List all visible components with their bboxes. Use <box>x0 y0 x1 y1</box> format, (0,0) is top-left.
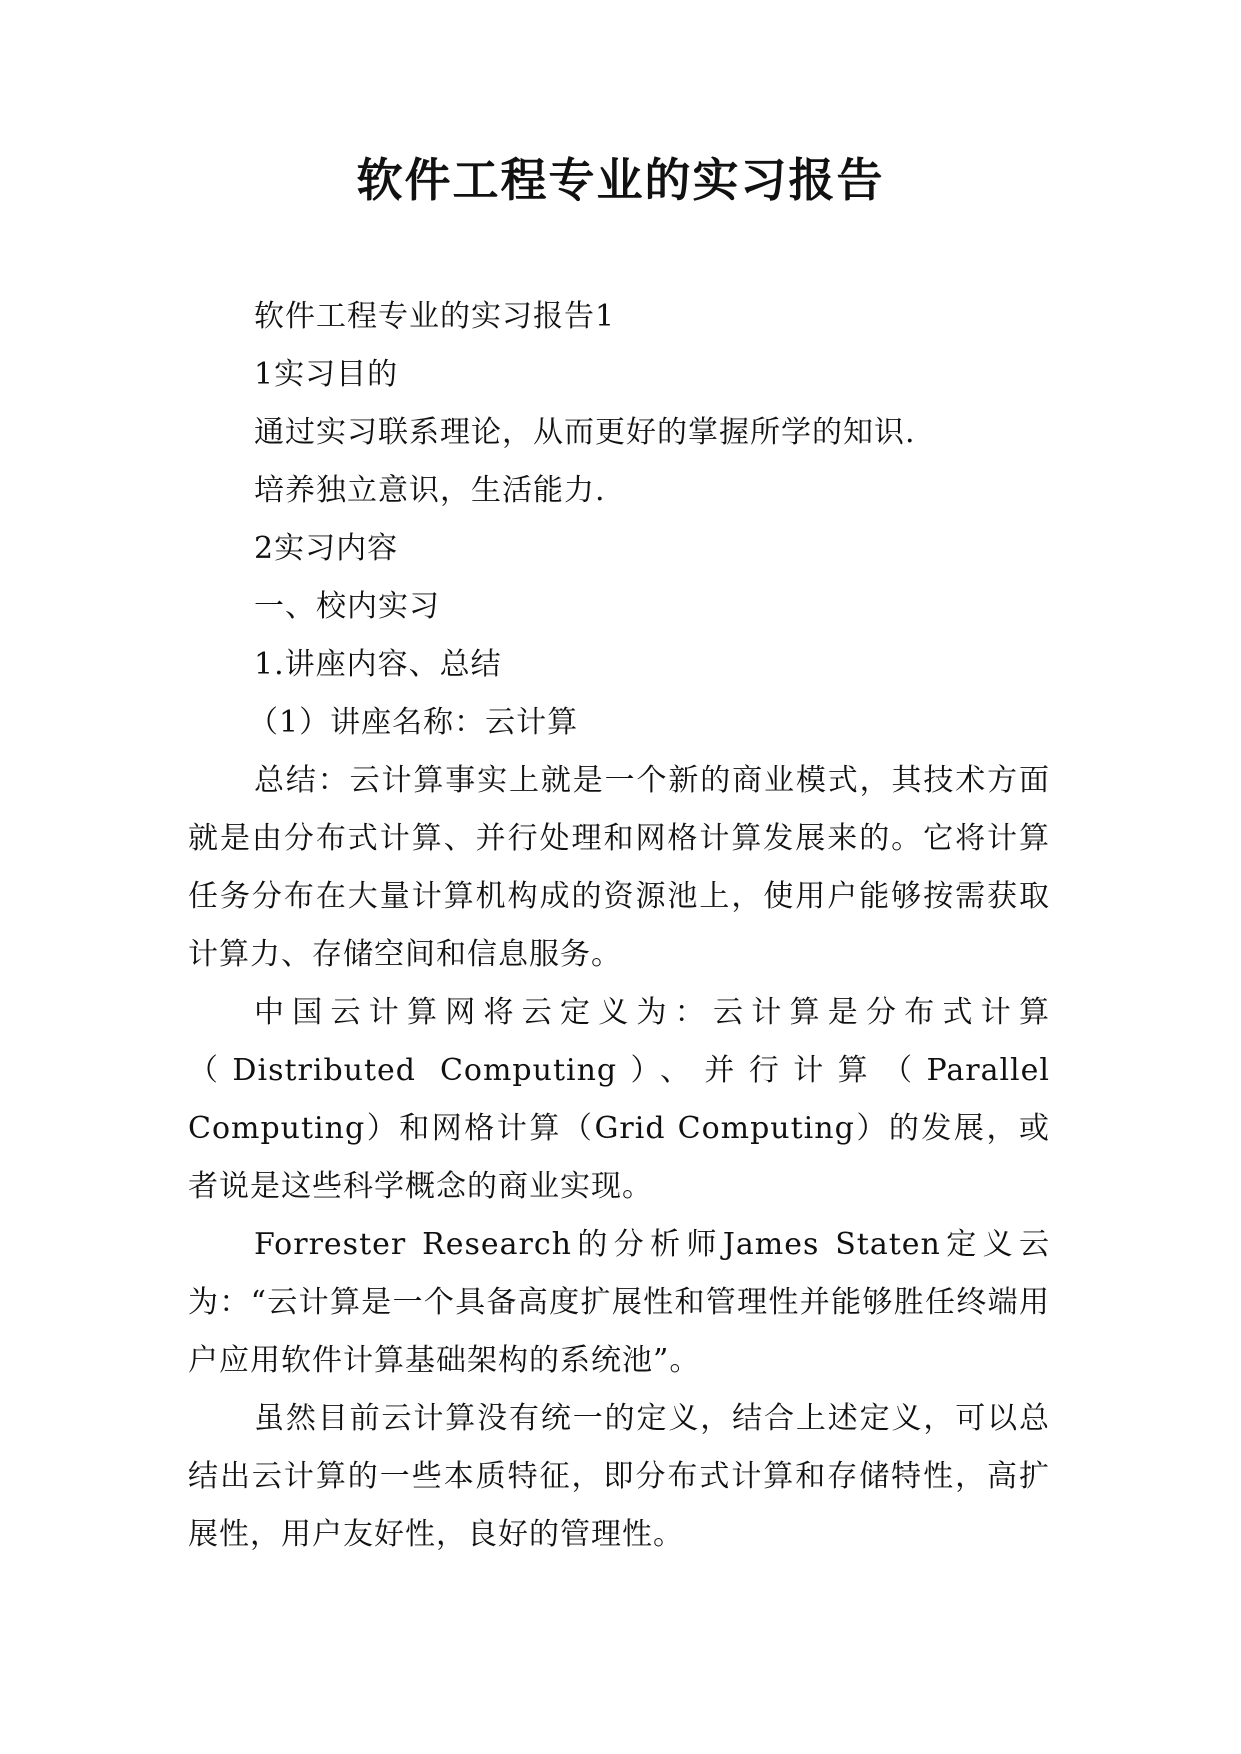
lecture-name: （1）讲座名称：云计算 <box>248 705 579 740</box>
paragraph-forrester-definition: Forrester Research的分析师James Staten定义云为：“云计算是一个具备高度扩展性和管理性并能够胜任终端用户应用软件计算基础架构的系统池”。 <box>188 1227 1050 1378</box>
paragraph-characteristics: 虽然目前云计算没有统一的定义，结合上述定义，可以总结出云计算的一些本质特征，即分布式计算和存储特性，高扩展性，用户友好性，良好的管理性。 <box>188 1401 1050 1552</box>
document-title: 软件工程专业的实习报告 <box>356 153 885 207</box>
purpose-item-1: 通过实习联系理论，从而更好的掌握所学的知识. <box>254 415 916 450</box>
purpose-item-2: 培养独立意识，生活能力. <box>254 473 606 508</box>
subsection-heading-lecture: 1.讲座内容、总结 <box>254 647 502 682</box>
paragraph-summary: 总结：云计算事实上就是一个新的商业模式，其技术方面就是由分布式计算、并行处理和网格计算发展来的。它将计算任务分布在大量计算机构成的资源池上，使用户能够按需获取计算力、存储空间和信息服务。 <box>188 763 1050 972</box>
report-subtitle: 软件工程专业的实习报告1 <box>254 299 616 334</box>
subsection-heading-campus: 一、校内实习 <box>254 589 440 624</box>
section-heading-content: 2实习内容 <box>254 531 399 566</box>
section-heading-purpose: 1实习目的 <box>254 357 399 392</box>
paragraph-china-definition: 中国云计算网将云定义为：云计算是分布式计算（Distributed Computing）、并行计算（Parallel Computing）和网格计算（Grid Computing）的发展，或者说是这些科学概念的商业实现。 <box>188 995 1050 1204</box>
document-body <box>188 288 1050 1564</box>
